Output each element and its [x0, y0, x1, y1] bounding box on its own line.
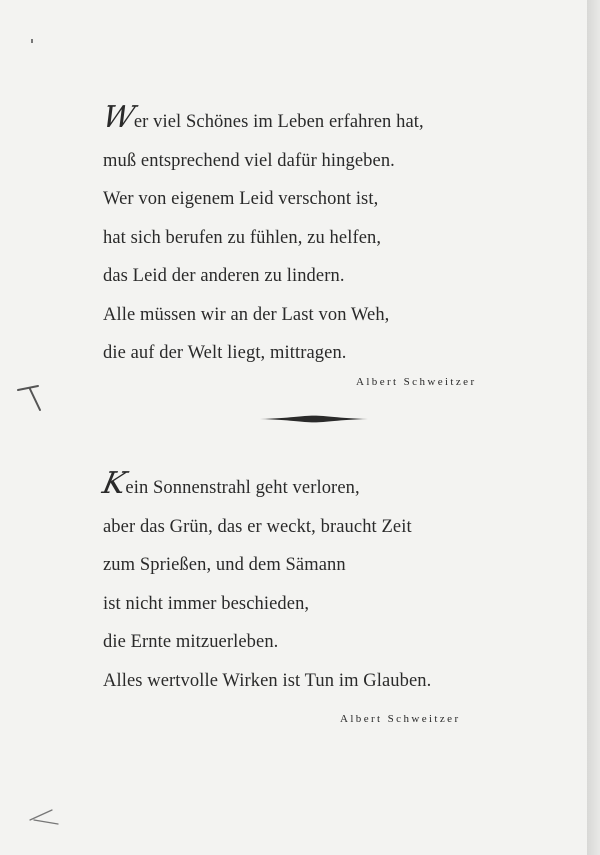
poem-line: hat sich berufen zu fühlen, zu helfen,: [103, 227, 382, 248]
poem-line: [99, 466, 431, 508]
poem-author: Albert Schweitzer: [356, 376, 477, 388]
poem-line-text: ein Sonnenstrahl geht verloren,: [125, 478, 360, 498]
poem-line: zum Sprießen, und dem Sämann: [103, 555, 346, 575]
poem-initial: K: [99, 466, 129, 501]
poem-line-text: er viel Schönes im Leben erfahren hat,: [133, 112, 424, 132]
poem-1: [99, 100, 424, 373]
poem-line: die Ernte mitzuerleben.: [103, 632, 279, 652]
speck-mark: [31, 39, 33, 43]
poem-line: das Leid der anderen zu lindern.: [103, 266, 345, 286]
poem-line: aber das Grün, das er weckt, braucht Zeit: [103, 516, 412, 537]
pencil-arrow-mark-icon: [16, 380, 46, 414]
poem-2: [99, 466, 432, 700]
poem-line: die auf der Welt liegt, mittragen.: [103, 343, 347, 363]
poem-line: Wer von eigenem Leid verschont ist,: [103, 189, 379, 209]
poem-initial: W: [99, 100, 137, 135]
divider-ornament-icon: [260, 413, 368, 425]
poem-author: Albert Schweitzer: [340, 713, 461, 725]
poem-line: ist nicht immer beschieden,: [103, 593, 310, 614]
pencil-dash-mark-icon: [28, 808, 62, 828]
poem-line: [99, 100, 424, 142]
page-edge: [587, 0, 600, 855]
poem-line: Alle müssen wir an der Last von Weh,: [103, 304, 390, 325]
poem-line: Alles wertvolle Wirken ist Tun im Glauben.: [103, 670, 432, 691]
poem-line: muß entsprechend viel dafür hingeben.: [103, 150, 395, 171]
